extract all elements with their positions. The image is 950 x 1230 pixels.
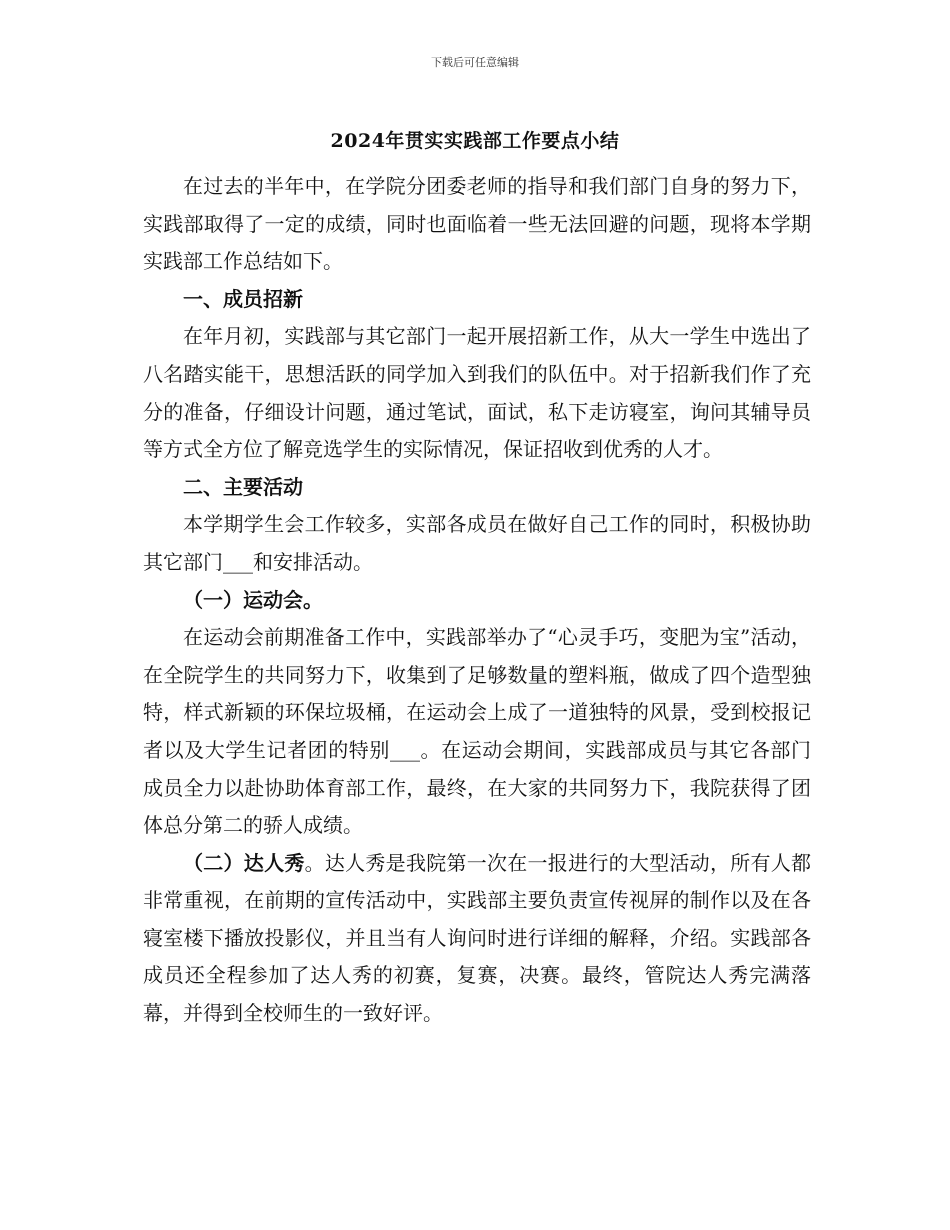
subsection-2-text: 。达人秀是我院第一次在一报进行的大型活动，所有人都非常重视，在前期的宣传活动中，实践部主要负责宣传视屏的制作以及在各寝室楼下播放投影仪，并且当有人询问时进行详细的解释，介绍。实践部各成员还全程参加了达人秀的初赛，复赛，决赛。最终，管院达人秀完满落幕，并得到全校师生的一致好评。	[143, 850, 812, 1026]
subsection-2-paragraph	[143, 845, 811, 1033]
section-2-paragraph: 本学期学生会工作较多，实部各成员在做好自己工作的同时，积极协助其它部门___和安排活动。	[143, 512, 811, 574]
document-title: 2024年贯实实践部工作要点小结	[330, 130, 620, 152]
intro-paragraph: 在过去的半年中，在学院分团委老师的指导和我们部门自身的努力下，实践部取得了一定的成绩，同时也面临着一些无法回避的问题，现将本学期实践部工作总结如下。	[143, 174, 811, 274]
subsection-1-paragraph: 在运动会前期准备工作中，实践部举办了“心灵手巧，变肥为宝”活动，在全院学生的共同努力下，收集到了足够数量的塑料瓶，做成了四个造型独特，样式新颖的环保垃圾桶，在运动会上成了一道独特的风景，受到校报记者以及大学生记者团的特别___。在运动会期间，实践部成员与其它各部门成员全力以赴协助体育部工作，最终，在大家的共同努力下，我院获得了团体总分第二的骄人成绩。	[143, 625, 811, 838]
subsection-2-heading: （二）达人秀	[183, 850, 305, 875]
section-2-heading: 二、主要活动	[183, 474, 303, 499]
section-1-heading: 一、成员招新	[183, 286, 303, 311]
header-note: 下载后可任意编辑	[431, 56, 519, 69]
document-body	[143, 168, 811, 1033]
section-1-paragraph: 在年月初，实践部与其它部门一起开展招新工作，从大一学生中选出了八名踏实能干，思想活跃的同学加入到我们的队伍中。对于招新我们作了充分的准备，仔细设计问题，通过笔试，面试，私下走访寝室，询问其辅导员等方式全方位了解竞选学生的实际情况，保证招收到优秀的人才。	[143, 324, 811, 462]
subsection-1-heading: （一）运动会。	[183, 587, 323, 612]
